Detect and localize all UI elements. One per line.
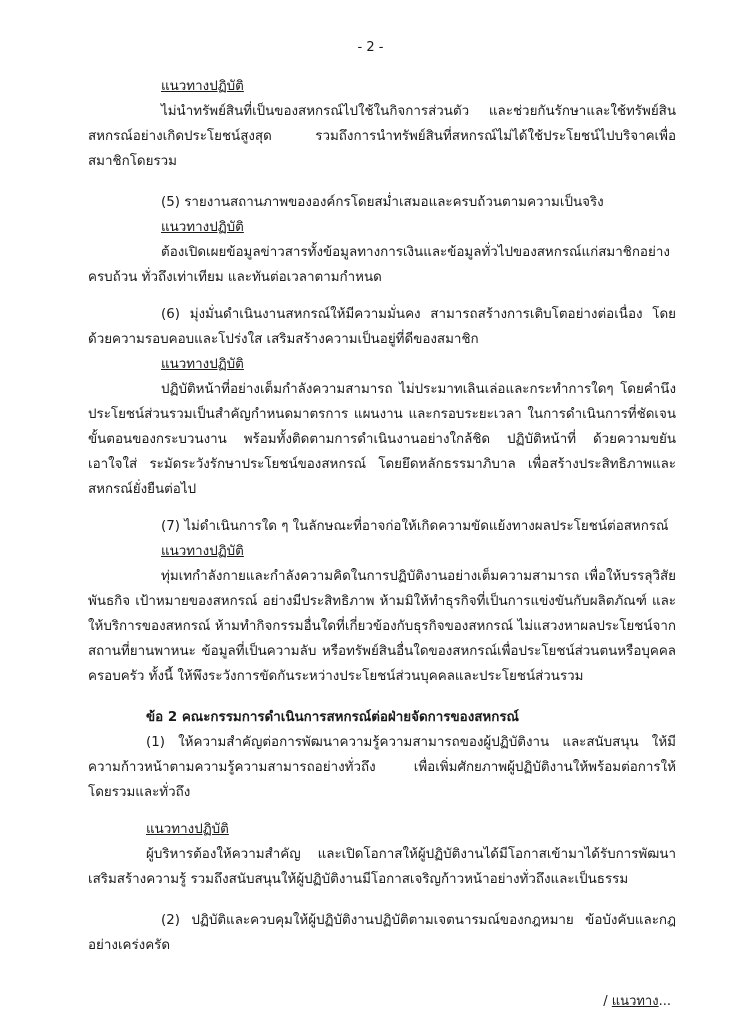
continuation-suffix: ... (658, 994, 671, 1009)
article-2-heading: ข้อ 2 คณะกรรมการดำเนินการสหกรณ์ต่อฝ่ายจัดการของสหกรณ์ (146, 710, 519, 725)
item-6-title: ด้วยความรอบคอบและโปร่งใส เสริมสร้างความเป็นอยู่ที่ดีของสมาชิก (88, 332, 479, 347)
paragraph-line: ครอบครัว ทั้งนี้ ให้พึงระวังการขัดกันระหว่างประโยชน์ส่วนบุคคลและประโยชน์ส่วนรวม (88, 669, 584, 684)
paragraph-line: เอาใจใส่ ระมัดระวังรักษาประโยชน์ของสหกรณ์ โดยยึดหลักธรรมาภิบาล เพื่อสร้างประสิทธิภาพและ (88, 457, 676, 472)
paragraph-line: ปฏิบัติหน้าที่อย่างเต็มกำลังความสามารถ ไม่ประมาทเลินเล่อและกระทำการใดๆ โดยคำนึง (161, 382, 676, 397)
article-2-item-2: อย่างเคร่งครัด (88, 938, 171, 953)
guideline-heading: แนวทางปฏิบัติ (161, 357, 244, 372)
item-5-title: (5) รายงานสถานภาพขององค์กรโดยสม่ำเสมอและครบถ้วนตามความเป็นจริง (161, 195, 604, 210)
paragraph-line: ต้องเปิดเผยข้อมูลข่าวสารทั้งข้อมูลทางการเงินและข้อมูลทั่วไปของสหกรณ์แก่สมาชิกอย่าง (161, 245, 670, 260)
continuation-link: แนวทาง (611, 994, 659, 1009)
continuation-marker (603, 990, 671, 1011)
guideline-heading: แนวทางปฏิบัติ (146, 822, 229, 837)
paragraph-line: สหกรณ์ยั่งยืนต่อไป (88, 482, 197, 497)
guideline-heading: แนวทางปฏิบัติ (161, 544, 244, 559)
item-6-title: (6) มุ่งมั่นดำเนินงานสหกรณ์ให้มีความมั่นคง สามารถสร้างการเติบโตอย่างต่อเนื่อง โดย (161, 307, 676, 322)
article-2-item-1: (1) ให้ความสำคัญต่อการพัฒนาความรู้ความสามารถของผู้ปฏิบัติงาน และสนับสนุน ให้มี (146, 735, 676, 750)
paragraph-line: พันธกิจ เป้าหมายของสหกรณ์ อย่างมีประสิทธิภาพ ห้ามมิให้ทำธุรกิจที่เป็นการแข่งขันกับผลิตภัณฑ์ และ (88, 594, 676, 609)
guideline-heading: แนวทางปฏิบัติ (161, 79, 244, 94)
item-7-title: (7) ไม่ดำเนินการใด ๆ ในลักษณะที่อาจก่อให้เกิดความขัดแย้งทางผลประโยชน์ต่อสหกรณ์ (161, 519, 669, 534)
page-number: - 2 - (357, 40, 384, 55)
paragraph-line: ประโยชน์ส่วนรวมเป็นสำคัญกำหนดมาตรการ แผนงาน และกรอบระยะเวลา ในการดำเนินการที่ชัดเจน (88, 407, 676, 422)
paragraph-line: ครบถ้วน ทั่วถึงเท่าเทียม และทันต่อเวลาตามกำหนด (88, 270, 382, 285)
paragraph-line: ขั้นตอนของกระบวนงาน พร้อมทั้งติดตามการดำเนินงานอย่างใกล้ชิด ปฏิบัติหน้าที่ ด้วยความขยัน (88, 432, 676, 447)
paragraph-line: ทุ่มเทกำลังกายและกำลังความคิดในการปฏิบัติงานอย่างเต็มความสามารถ เพื่อให้บรรลุวิสัย (161, 569, 676, 584)
paragraph-line: ผู้บริหารต้องให้ความสำคัญ และเปิดโอกาสให้ผู้ปฏิบัติงานได้มีโอกาสเข้ามาได้รับการพัฒนา (146, 847, 676, 862)
paragraph-line: ไม่นำทรัพย์สินที่เป็นของสหกรณ์ไปใช้ในกิจการส่วนตัว และช่วยกันรักษาและใช้ทรัพย์สิน (161, 104, 676, 119)
paragraph-line: เสริมสร้างความรู้ รวมถึงสนับสนุนให้ผู้ปฏิบัติงานมีโอกาสเจริญก้าวหน้าอย่างทั่วถึงและเป็นธรรม (88, 872, 629, 887)
paragraph-line: สถานที่ยานพาหนะ ข้อมูลที่เป็นความลับ หรือทรัพย์สินอื่นใดของสหกรณ์เพื่อประโยชน์ส่วนตนหรือบุคคล (88, 644, 676, 659)
paragraph-line: ให้บริการของสหกรณ์ ห้ามทำกิจกรรมอื่นใดที่เกี่ยวข้องกับธุรกิจของสหกรณ์ ไม่แสวงหาผลประโยชน์จาก (88, 619, 676, 634)
article-2-item-2: (2) ปฏิบัติและควบคุมให้ผู้ปฏิบัติงานปฏิบัติตามเจตนารมณ์ของกฎหมาย ข้อบังคับและกฎ (161, 913, 676, 928)
guideline-heading: แนวทางปฏิบัติ (161, 220, 244, 235)
continuation-prefix: / (603, 994, 612, 1009)
article-2-item-1: โดยรวมและทั่วถึง (88, 785, 191, 800)
paragraph-line: สหกรณ์อย่างเกิดประโยชน์สูงสุด รวมถึงการนำทรัพย์สินที่สหกรณ์ไม่ได้ใช้ประโยชน์ไปบริจาคเพื่อ (88, 129, 676, 144)
document-body (88, 74, 676, 958)
article-2-item-1: ความก้าวหน้าตามความรู้ความสามารถอย่างทั่วถึง เพื่อเพิ่มศักยภาพผู้ปฏิบัติงานให้พร้อมต่อการให้ (88, 760, 676, 775)
paragraph-line: สมาชิกโดยรวม (88, 154, 177, 169)
